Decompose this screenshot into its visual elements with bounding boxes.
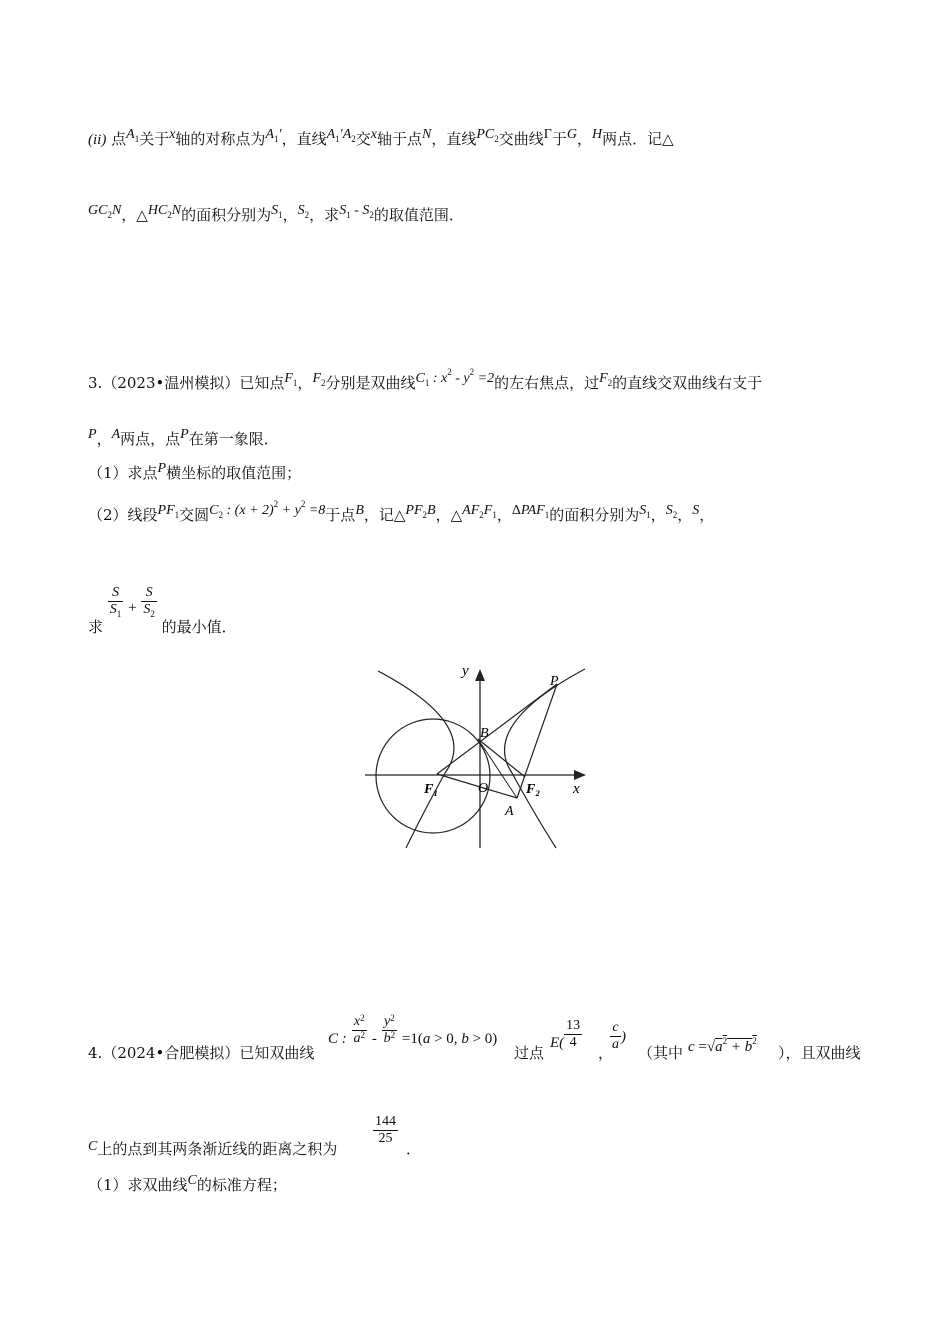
part-ii-line-1: (ii) 点$A_1$关于x轴的对称点为$A_1'$，直线$A_1'A_2$交x轴于点N，直线$PC_2$交曲线Γ于G，H两点．记△ (88, 127, 674, 148)
label-f2: F₂ (526, 782, 541, 797)
problem-4-line-2: C上的点到其两条渐近线的距离之积为 $\frac{144}{25}$ ． (88, 1114, 422, 1158)
y-axis-arrow (475, 669, 485, 681)
hyperbola-figure (360, 655, 600, 855)
label-o: O (478, 781, 489, 796)
c-definition: $c =√a^2 + b^2$ (688, 1036, 757, 1055)
problem-3-line-1: 3.（2023•温州模拟）已知点$F_1$，$F_2$分别是双曲线$C_1$ : $x^2 - y^2 =2$的左右焦点，过$F_2$的直线交双曲线右支于 (88, 367, 763, 392)
label-y: y (462, 663, 469, 679)
part-ii-label: (ii) (88, 132, 107, 148)
problem-3-line-2: P，A两点，点P在第一象限． (88, 427, 279, 448)
problem-4-question-1: （1）求双曲线C的标准方程； (88, 1173, 287, 1194)
label-p: P (550, 674, 559, 689)
problem-4-number: 4. (88, 1044, 103, 1062)
label-f1: F₁ (424, 782, 439, 797)
problem-3-source: （2023•温州模拟） (102, 374, 240, 392)
segment-pf1 (437, 684, 557, 774)
label-x: x (573, 781, 580, 797)
part-ii-line-2: $GC_2N$，$\triangle HC_2N$的面积分别为$S_1$，$S_2$，求$S_1 - S_2$的取值范围． (88, 203, 464, 224)
hyperbola-equation: C : $\frac{x^2}{a^2}$ - $\frac{y^2}{b^2}$ =1(a > 0, b > 0) (328, 1013, 498, 1047)
problem-4-line-1: 4.（2024•合肥模拟）已知双曲线 C : $\frac{x^2}{a^2}$ - $\frac{y^2}{b^2}$ =1(a > 0, b > 0) 过点 E( $\frac{13}{4}$ ， $\frac{c}{a}$ ) （其中 $c =√a^2 + b^2$ ），且双曲线 (88, 1013, 861, 1062)
problem-3-number: 3. (88, 374, 103, 392)
segment-pa (517, 684, 557, 798)
problem-4-source: （2024•合肥模拟） (102, 1044, 240, 1062)
hyperbola-left-branch (378, 671, 454, 848)
segment-bf2 (478, 739, 525, 777)
problem-3-question-2: （2）线段$PF_1$交圆$C_2$ : $(x + 2)^2 + y^2 =8$于点B，记$\triangle PF_2B$，$\triangle AF_2F_1$，$\Delta PAF_1$的面积分别为$S_1$，$S_2$，S， (88, 499, 715, 524)
hyperbola-right-branch (505, 669, 585, 848)
problem-3-question-1: （1）求点P横坐标的取值范围； (88, 461, 302, 482)
label-a: A (505, 804, 514, 819)
fraction-144-25: $\frac{144}{25}$ (375, 1114, 396, 1146)
problem-3-question-2b: 求 $\frac{S}{S_1}$ + $\frac{S}{S_2}$ 的最小值． (88, 585, 237, 636)
segment-f1a (437, 774, 517, 798)
x-axis-arrow (574, 770, 586, 780)
circle-c2 (376, 719, 490, 833)
label-b: B (480, 726, 489, 741)
point-e: E( $\frac{13}{4}$ (550, 1018, 581, 1051)
